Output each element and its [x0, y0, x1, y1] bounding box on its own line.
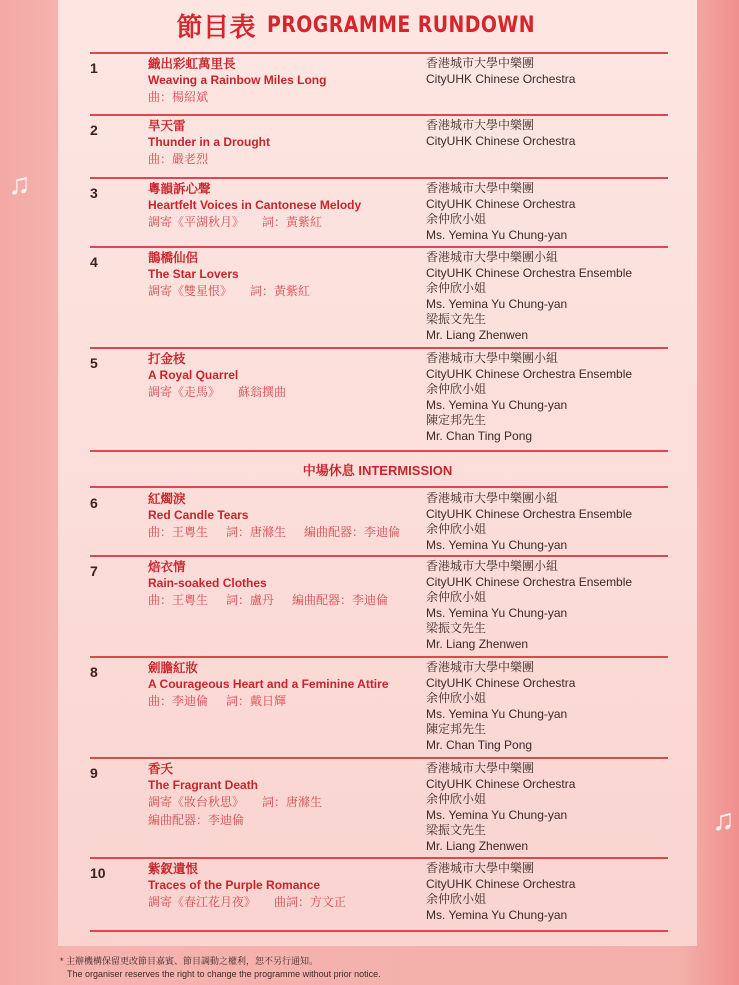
programme-card	[58, 0, 697, 946]
performer-line: Ms. Yemina Yu Chung-yan	[426, 296, 568, 311]
divider	[90, 656, 668, 658]
performers	[426, 660, 575, 753]
performer-line: CityUHK Chinese Orchestra	[426, 196, 576, 211]
piece-info	[148, 181, 361, 231]
performer-line: 梁振文先生	[426, 621, 487, 635]
performer-line: 余仲欣小姐	[426, 792, 487, 806]
performer-line: 梁振文先生	[426, 312, 487, 326]
performer-line: 香港城市大學中樂團	[426, 861, 535, 875]
piece-title-zh: 香夭	[148, 762, 174, 776]
performer-line: 余仲欣小姐	[426, 281, 487, 295]
performer-line: CityUHK Chinese Orchestra	[426, 675, 576, 690]
programme-number: 8	[90, 664, 98, 680]
divider	[90, 177, 668, 179]
piece-title-zh: 紅燭淚	[148, 492, 186, 506]
programme-number: 7	[90, 563, 98, 579]
performer-line: Mr. Liang Zhenwen	[426, 636, 529, 651]
piece-info	[148, 491, 400, 541]
performer-line: 香港城市大學中樂團	[426, 181, 535, 195]
divider	[90, 757, 668, 759]
title-zh: 節目表	[176, 12, 256, 42]
programme-number: 2	[90, 122, 98, 138]
piece-info	[148, 118, 270, 168]
programme-number: 5	[90, 355, 98, 371]
footnote-zh: * 主辦機構保留更改節目嘉賓、節目調動之權利，恕不另行通知。	[60, 956, 319, 966]
performer-line: 余仲欣小姐	[426, 590, 487, 604]
piece-title-en: The Star Lovers	[148, 267, 239, 281]
performers	[426, 559, 632, 652]
title-en: PROGRAMME RUNDOWN	[266, 13, 535, 38]
music-note-icon: ♫	[712, 804, 735, 837]
credit-item: 曲：李迪倫	[148, 694, 209, 708]
piece-title-en: A Courageous Heart and a Feminine Attire	[148, 677, 389, 691]
performer-line: 香港城市大學中樂團小組	[426, 491, 559, 505]
performers	[426, 56, 575, 87]
performer-line: 余仲欣小姐	[426, 212, 487, 226]
piece-title-en: Heartfelt Voices in Cantonese Melody	[148, 198, 362, 212]
performer-line: 陳定邦先生	[426, 722, 487, 736]
performer-line: CityUHK Chinese Orchestra	[426, 133, 576, 148]
performer-line: 香港城市大學中樂團	[426, 660, 535, 674]
credit-item: 曲詞：方文正	[274, 895, 347, 909]
performer-line: 香港城市大學中樂團	[426, 118, 535, 132]
credit-item: 調寄《平湖秋月》	[148, 215, 245, 229]
performers	[426, 861, 575, 923]
performer-line: Ms. Yemina Yu Chung-yan	[426, 807, 568, 822]
piece-credits	[148, 150, 270, 168]
piece-credits	[148, 88, 326, 106]
piece-title-en: Red Candle Tears	[148, 508, 249, 522]
performer-line: CityUHK Chinese Orchestra	[426, 776, 576, 791]
credit-item: 曲：王粵生	[148, 593, 209, 607]
piece-title-en: Thunder in a Drought	[148, 135, 270, 149]
performer-line: 余仲欣小姐	[426, 892, 487, 906]
credit-item: 調寄《走馬》	[148, 385, 221, 399]
credit-item: 詞：盧丹	[226, 593, 275, 607]
performer-line: Mr. Liang Zhenwen	[426, 327, 529, 342]
performer-line: 余仲欣小姐	[426, 522, 487, 536]
page-title	[58, 7, 697, 44]
piece-info	[148, 559, 388, 609]
performer-line: Ms. Yemina Yu Chung-yan	[426, 227, 568, 242]
credit-item: 編曲配器：李迪倫	[292, 593, 389, 607]
performer-line: Ms. Yemina Yu Chung-yan	[426, 605, 568, 620]
piece-title-en: The Fragrant Death	[148, 778, 259, 792]
credit-item: 詞：戴日輝	[226, 694, 287, 708]
piece-title-zh: 劍膽紅妝	[148, 661, 199, 675]
programme-number: 10	[90, 865, 106, 881]
piece-title-zh: 鵲橋仙侶	[148, 251, 199, 265]
piece-credits	[148, 591, 388, 609]
divider	[90, 486, 668, 488]
divider	[90, 347, 668, 349]
credit-item: 曲：嚴老烈	[148, 152, 209, 166]
performers	[426, 250, 632, 343]
performer-line: 香港城市大學中樂團小組	[426, 559, 559, 573]
piece-title-zh: 焙衣情	[148, 560, 186, 574]
piece-title-zh: 織出彩虹萬里長	[148, 57, 236, 71]
performer-line: CityUHK Chinese Orchestra Ensemble	[426, 366, 633, 381]
programme-number: 4	[90, 254, 98, 270]
performers	[426, 761, 575, 854]
piece-info	[148, 861, 346, 911]
piece-title-zh: 紫釵遺恨	[148, 862, 199, 876]
piece-title-zh: 旱天雷	[148, 119, 186, 133]
piece-title-en: Rain-soaked Clothes	[148, 576, 267, 590]
credit-item: 編曲配器：李迪倫	[304, 525, 401, 539]
performer-line: 陳定邦先生	[426, 413, 487, 427]
piece-title-en: Weaving a Rainbow Miles Long	[148, 73, 327, 87]
programme-number: 9	[90, 765, 98, 781]
credit-item: 調寄《雙星恨》	[148, 284, 233, 298]
piece-title-zh: 粵韻訴心聲	[148, 182, 211, 196]
performers	[426, 118, 575, 149]
performer-line: 余仲欣小姐	[426, 691, 487, 705]
credit-item: 蘇翁撰曲	[238, 385, 287, 399]
piece-credits	[148, 282, 310, 300]
intermission-label: 中場休息 INTERMISSION	[302, 463, 453, 478]
performer-line: 梁振文先生	[426, 823, 487, 837]
piece-credits	[148, 793, 322, 811]
piece-credits	[148, 523, 400, 541]
music-note-icon: ♫	[8, 168, 31, 201]
credit-item: 詞：唐滌生	[262, 795, 323, 809]
credit-item: 調寄《妝台秋思》	[148, 795, 245, 809]
credit-item: 編曲配器：李迪倫	[148, 813, 245, 827]
programme-number: 6	[90, 495, 98, 511]
piece-credits	[148, 213, 361, 231]
performer-line: 余仲欣小姐	[426, 382, 487, 396]
piece-info	[148, 660, 389, 710]
programme-number: 1	[90, 60, 98, 76]
piece-info	[148, 56, 326, 106]
piece-credits	[148, 383, 286, 401]
programme-number: 3	[90, 185, 98, 201]
footnote-en: The organiser reserves the right to change the programme without prior notice.	[67, 969, 381, 979]
performer-line: Mr. Chan Ting Pong	[426, 428, 533, 443]
performer-line: Mr. Liang Zhenwen	[426, 838, 529, 853]
divider	[90, 930, 668, 932]
piece-credits	[148, 692, 389, 710]
divider	[90, 555, 668, 557]
credit-item: 詞：黃紫紅	[250, 284, 311, 298]
divider	[90, 857, 668, 859]
performer-line: Mr. Chan Ting Pong	[426, 737, 533, 752]
credit-item: 詞：黃紫紅	[262, 215, 323, 229]
divider	[90, 52, 668, 54]
performers	[426, 491, 632, 553]
performer-line: 香港城市大學中樂團	[426, 761, 535, 775]
footnote	[60, 955, 381, 981]
performer-line: Ms. Yemina Yu Chung-yan	[426, 706, 568, 721]
credit-item: 詞：唐滌生	[226, 525, 287, 539]
piece-info	[148, 761, 322, 829]
performer-line: Ms. Yemina Yu Chung-yan	[426, 397, 568, 412]
divider	[90, 114, 668, 116]
performers	[426, 351, 632, 444]
piece-title-en: A Royal Quarrel	[148, 368, 239, 382]
piece-credits	[148, 893, 346, 911]
credit-item: 曲：王粵生	[148, 525, 209, 539]
performer-line: CityUHK Chinese Orchestra	[426, 71, 576, 86]
piece-credits	[148, 811, 322, 829]
performer-line: Ms. Yemina Yu Chung-yan	[426, 537, 568, 552]
performer-line: CityUHK Chinese Orchestra Ensemble	[426, 265, 633, 280]
piece-info	[148, 250, 310, 300]
piece-title-zh: 打金枝	[148, 352, 186, 366]
divider	[90, 246, 668, 248]
performer-line: CityUHK Chinese Orchestra Ensemble	[426, 574, 633, 589]
performer-line: CityUHK Chinese Orchestra	[426, 876, 576, 891]
credit-item: 調寄《春江花月夜》	[148, 895, 257, 909]
piece-info	[148, 351, 286, 401]
performer-line: CityUHK Chinese Orchestra Ensemble	[426, 506, 633, 521]
performer-line: 香港城市大學中樂團	[426, 56, 535, 70]
performer-line: Ms. Yemina Yu Chung-yan	[426, 907, 568, 922]
credit-item: 曲：楊紹斌	[148, 90, 209, 104]
divider	[90, 450, 668, 452]
performers	[426, 181, 575, 243]
performer-line: 香港城市大學中樂團小組	[426, 250, 559, 264]
piece-title-en: Traces of the Purple Romance	[148, 878, 321, 892]
performer-line: 香港城市大學中樂團小組	[426, 351, 559, 365]
